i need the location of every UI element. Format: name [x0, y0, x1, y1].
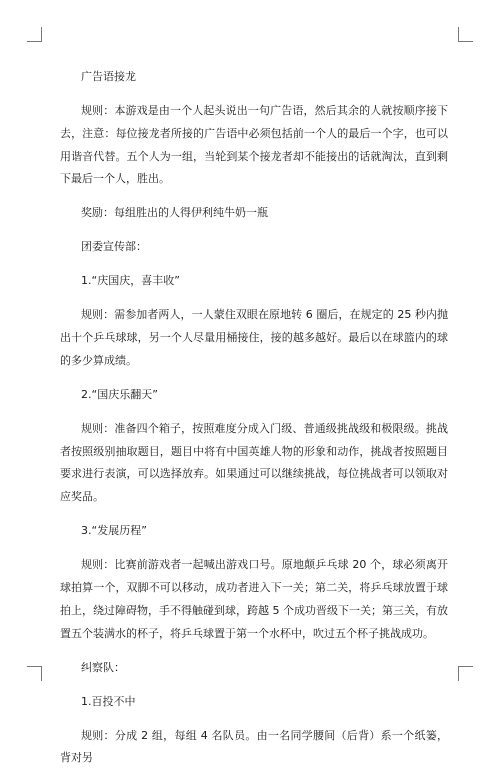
crop-mark-top-right	[458, 27, 473, 42]
rules-paragraph: 规则：比赛前游戏者一起喊出游戏口号。原地颠乒乓球 20 个，球必须离开球拍算一个，双脚不可以移动，成功者进入下一关；第二关，将乒乓球放置于球拍上，绕过障碍物，手不得触碰到球，跨越 5 个成功晋级下一关；第三关，有放置五个装满水的杯子，将乒乓球置于第一个水杯中，吹过五个杯子挑战成功。	[60, 558, 448, 640]
reward-paragraph: 奖励：每组胜出的人得伊利纯牛奶一瓶	[81, 206, 268, 220]
rules-paragraph: 规则：分成 2 组，每组 4 名队员。由一名同学腰间（后背）系一个纸篓，背对另	[60, 728, 448, 765]
game-title: 1.百投不中	[81, 694, 136, 708]
rules-paragraph: 规则：本游戏是由一个人起头说出一句广告语，然后其余的人就按顺序接下去，注意：每位接龙者所接的广告语中必须包括前一个人的最后一个字，也可以用谐音代替。五个人为一组，当轮到某个接龙者却不能接出的话就淘汰，直到剩下最后一个人，胜出。	[60, 103, 448, 186]
rules-paragraph: 规则：需参加者两人，一人蒙住双眼在原地转 6 圈后，在规定的 25 秒内抛出十个乒乓球球，另一个人尽量用桶接住，接的越多越好。最后以在球篮内的球的多少算成绩。	[60, 308, 448, 367]
department-heading: 团委宣传部：	[81, 240, 147, 254]
crop-mark-top-left	[27, 27, 42, 42]
game-title: 2.“国庆乐翻天”	[81, 387, 158, 401]
game-title: 3.“发展历程”	[81, 524, 147, 538]
rules-paragraph: 规则：准备四个箱子，按照难度分成入门级、普通级挑战级和极限级。挑战者按照级别抽取题目，题目中将有中国英雄人物的形象和动作，挑战者按照题目要求进行表演，可以选择放弃。如果通过可以继续挑战，每位挑战者可以领取对应奖品。	[60, 421, 448, 504]
game-title: 1.“庆国庆，喜丰收”	[81, 274, 180, 288]
document-body	[60, 66, 448, 781]
department-heading: 纠察队：	[81, 660, 125, 674]
section-title-ad-chain: 广告语接龙	[81, 70, 136, 83]
crop-mark-bottom-right	[458, 666, 473, 681]
crop-mark-bottom-left	[27, 666, 42, 681]
